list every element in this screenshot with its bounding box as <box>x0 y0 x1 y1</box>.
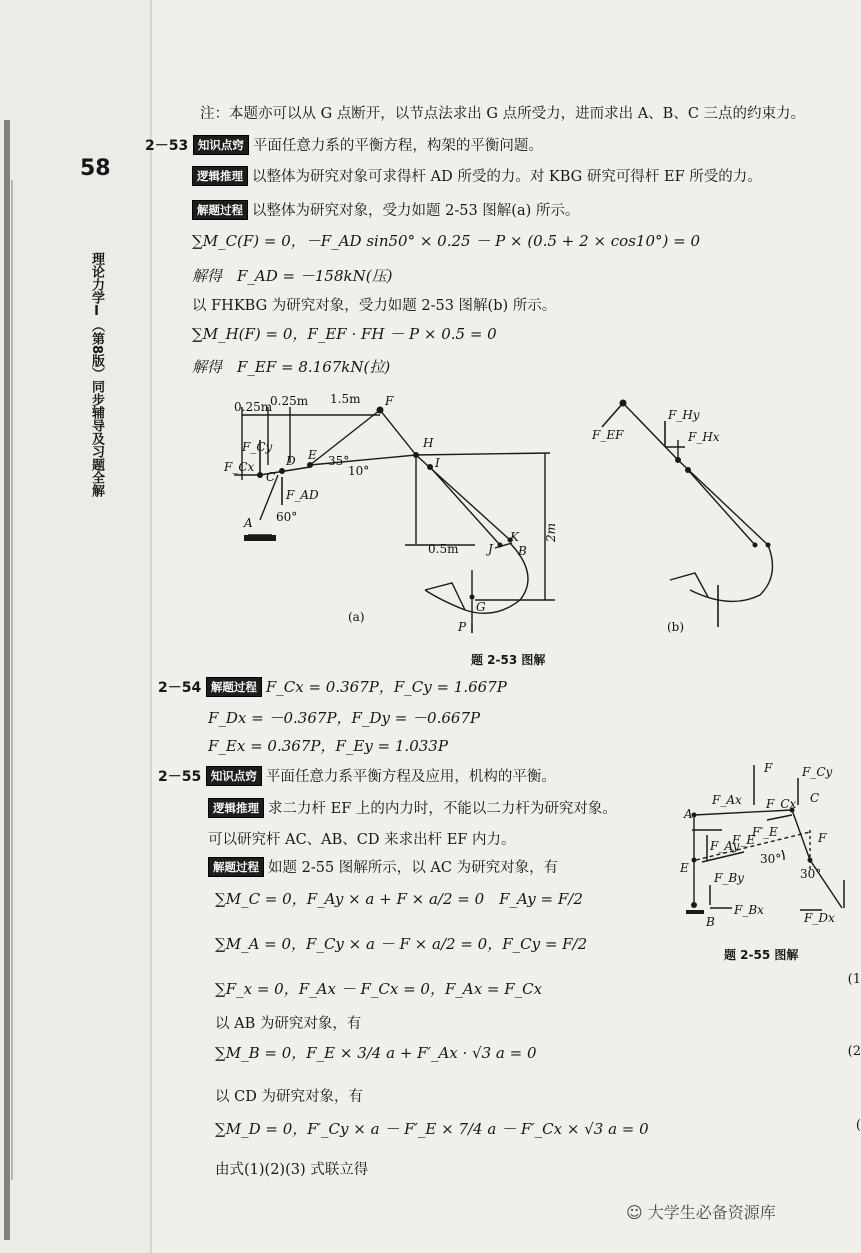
equation-mb: ∑M_B = 0，F_E × 3/4 a + F′_Ax · √3 a = 0 <box>215 1044 537 1062</box>
label-Fcy: F_Cy <box>802 765 833 779</box>
equation-mark-2: (2 <box>847 1044 861 1059</box>
label-C: C <box>266 470 276 484</box>
angle-35: 35° <box>328 454 350 468</box>
subcaption-a: (a) <box>348 610 365 624</box>
text-study-ab: 以 AB 为研究对象，有 <box>215 1016 362 1032</box>
label-Fcx: F_Cx <box>224 460 255 474</box>
angle-30-b: 30° <box>800 867 822 881</box>
text-study-rods: 可以研究杆 AC、AB、CD 来求出杆 EF 内力。 <box>208 832 516 848</box>
equation-ma: ∑M_A = 0，F_Cy × a － F × a/2 = 0，F_Cy = F/2 <box>215 935 588 953</box>
label-Fe: F_E <box>732 833 756 847</box>
label-F-point: F <box>818 831 827 845</box>
angle-60: 60° <box>276 510 298 524</box>
equation-d: F_Dx = －0.367P，F_Dy = －0.667P <box>208 709 481 727</box>
label-E: E <box>680 861 689 875</box>
label-Fe-prime: F′_E <box>752 825 778 839</box>
wechat-icon: ☺ <box>626 1203 643 1222</box>
equation-fx: ∑F_x = 0，F_Ax － F_Cx = 0，F_Ax = F_Cx <box>215 980 543 998</box>
equation-moment-c: ∑M_C(F) = 0，－F_AD sin50° × 0.25 － P × (0.5 + 2 × cos10°) = 0 <box>192 232 700 250</box>
figure-2-55-caption: 题 2-55 图解 <box>724 948 799 962</box>
page-fold <box>150 0 152 1253</box>
label-D: D <box>286 454 296 468</box>
angle-10: 10° <box>348 464 370 478</box>
label-F: F <box>764 761 773 775</box>
label-J: J <box>488 542 493 556</box>
dim-0-25m-a: 0.25m <box>234 400 273 414</box>
problem-2-55-header <box>158 765 556 786</box>
label-A: A <box>244 516 253 530</box>
watermark-text: 大学生必备资源库 <box>647 1203 776 1222</box>
problem-2-54-header <box>158 676 507 697</box>
problem-number: 2－53 <box>145 138 189 154</box>
running-title: 理论力学Ⅰ（第8版）同步辅导及习题全解 <box>89 252 104 498</box>
solution-fad: 解得 F_AD = －158kN(压) <box>192 267 393 285</box>
text-fhkbg: 以 FHKBG 为研究对象，受力如题 2-53 图解(b) 所示。 <box>192 298 557 314</box>
label-A: A <box>684 807 693 821</box>
dim-2m: 2m <box>544 522 558 542</box>
subcaption-b: (b) <box>667 620 685 634</box>
label-Fcy: F_Cy <box>242 440 273 454</box>
equation-e: F_Ex = 0.367P，F_Ey = 1.033P <box>208 737 448 755</box>
process-tag: 解题过程 <box>192 200 248 220</box>
dim-0-25m-b: 0.25m <box>270 394 309 408</box>
figure-2-55 <box>672 760 861 930</box>
page-number: 58 <box>80 156 111 181</box>
process-text: 如题 2-55 图解所示，以 AC 为研究对象，有 <box>268 860 559 876</box>
dim-1-5m: 1.5m <box>330 392 361 406</box>
label-K: K <box>510 530 519 544</box>
process-tag: 解题过程 <box>208 857 264 877</box>
label-C: C <box>810 791 820 805</box>
equation-mark-1: (1 <box>847 972 861 987</box>
process-text: 以整体为研究对象，受力如题 2-53 图解(a) 所示。 <box>252 203 580 219</box>
label-Fax: F_Ax <box>712 793 742 807</box>
logic-text: 求二力杆 EF 上的内力时，不能以二力杆为研究对象。 <box>268 801 617 817</box>
label-G: G <box>476 600 486 614</box>
figure-2-53 <box>220 385 800 670</box>
dim-0-5m: 0.5m <box>428 542 459 556</box>
label-Fdx: F_Dx <box>804 911 835 925</box>
text-study-cd: 以 CD 为研究对象，有 <box>215 1089 363 1105</box>
process-line <box>192 199 579 220</box>
label-P: P <box>458 620 467 634</box>
label-Fby: F_By <box>714 871 744 885</box>
problem-number: 2－55 <box>158 769 202 785</box>
label-B: B <box>518 544 527 558</box>
equation-moment-h: ∑M_H(F) = 0，F_EF · FH － P × 0.5 = 0 <box>192 325 497 343</box>
logic-line <box>192 165 762 186</box>
angle-30-a: 30° <box>760 852 782 866</box>
equation-mark-3: ( <box>855 1118 861 1133</box>
label-I: I <box>435 456 440 470</box>
binding-shadow <box>4 120 10 1240</box>
left-margin <box>0 0 150 1253</box>
equation-md: ∑M_D = 0，F′_Cy × a － F′_E × 7/4 a － F′_Cx × √3 a = 0 <box>215 1120 649 1138</box>
label-B: B <box>706 915 715 929</box>
knowledge-text: 平面任意力系的平衡方程，构架的平衡问题。 <box>252 138 543 154</box>
label-H: H <box>423 436 434 450</box>
logic-tag: 逻辑推理 <box>208 798 264 818</box>
label-Fef: F_EF <box>592 428 624 442</box>
label-F: F <box>385 394 394 408</box>
knowledge-text: 平面任意力系平衡方程及应用，机构的平衡。 <box>265 769 556 785</box>
problem-number: 2－54 <box>158 680 202 696</box>
label-Fhy: F_Hy <box>668 408 700 422</box>
note-line: 注：本题亦可以从 G 点断开，以节点法求出 G 点所受力，进而求出 A、B、C 三点的约束力。 <box>200 106 806 122</box>
process-tag: 解题过程 <box>206 677 262 697</box>
label-Fcx: F_Cx <box>766 797 797 811</box>
label-Fay: F_Ay <box>710 839 740 853</box>
label-Fad: F_AD <box>286 488 319 502</box>
label-Fhx: F_Hx <box>688 430 720 444</box>
binding-shadow-2 <box>11 180 13 1180</box>
label-E: E <box>308 448 317 462</box>
logic-tag: 逻辑推理 <box>192 166 248 186</box>
label-Fbx: F_Bx <box>734 903 764 917</box>
logic-line <box>208 797 617 818</box>
knowledge-tag: 知识点窍 <box>206 766 262 786</box>
process-line <box>208 856 558 877</box>
equation-mc: ∑M_C = 0，F_Ay × a + F × a/2 = 0 F_Ay = F/2 <box>215 890 583 908</box>
equation-c: F_Cx = 0.367P，F_Cy = 1.667P <box>265 678 507 696</box>
logic-text: 以整体为研究对象可求得杆 AD 所受的力。对 KBG 研究可得杆 EF 所受的力。 <box>252 169 762 185</box>
problem-2-53-header <box>145 134 543 155</box>
knowledge-tag: 知识点窍 <box>193 135 249 155</box>
watermark <box>626 1200 776 1223</box>
solution-fef: 解得 F_EF = 8.167kN(拉) <box>192 358 391 376</box>
figure-2-53-caption: 题 2-53 图解 <box>471 653 546 667</box>
text-combine: 由式(1)(2)(3) 式联立得 <box>215 1162 369 1178</box>
